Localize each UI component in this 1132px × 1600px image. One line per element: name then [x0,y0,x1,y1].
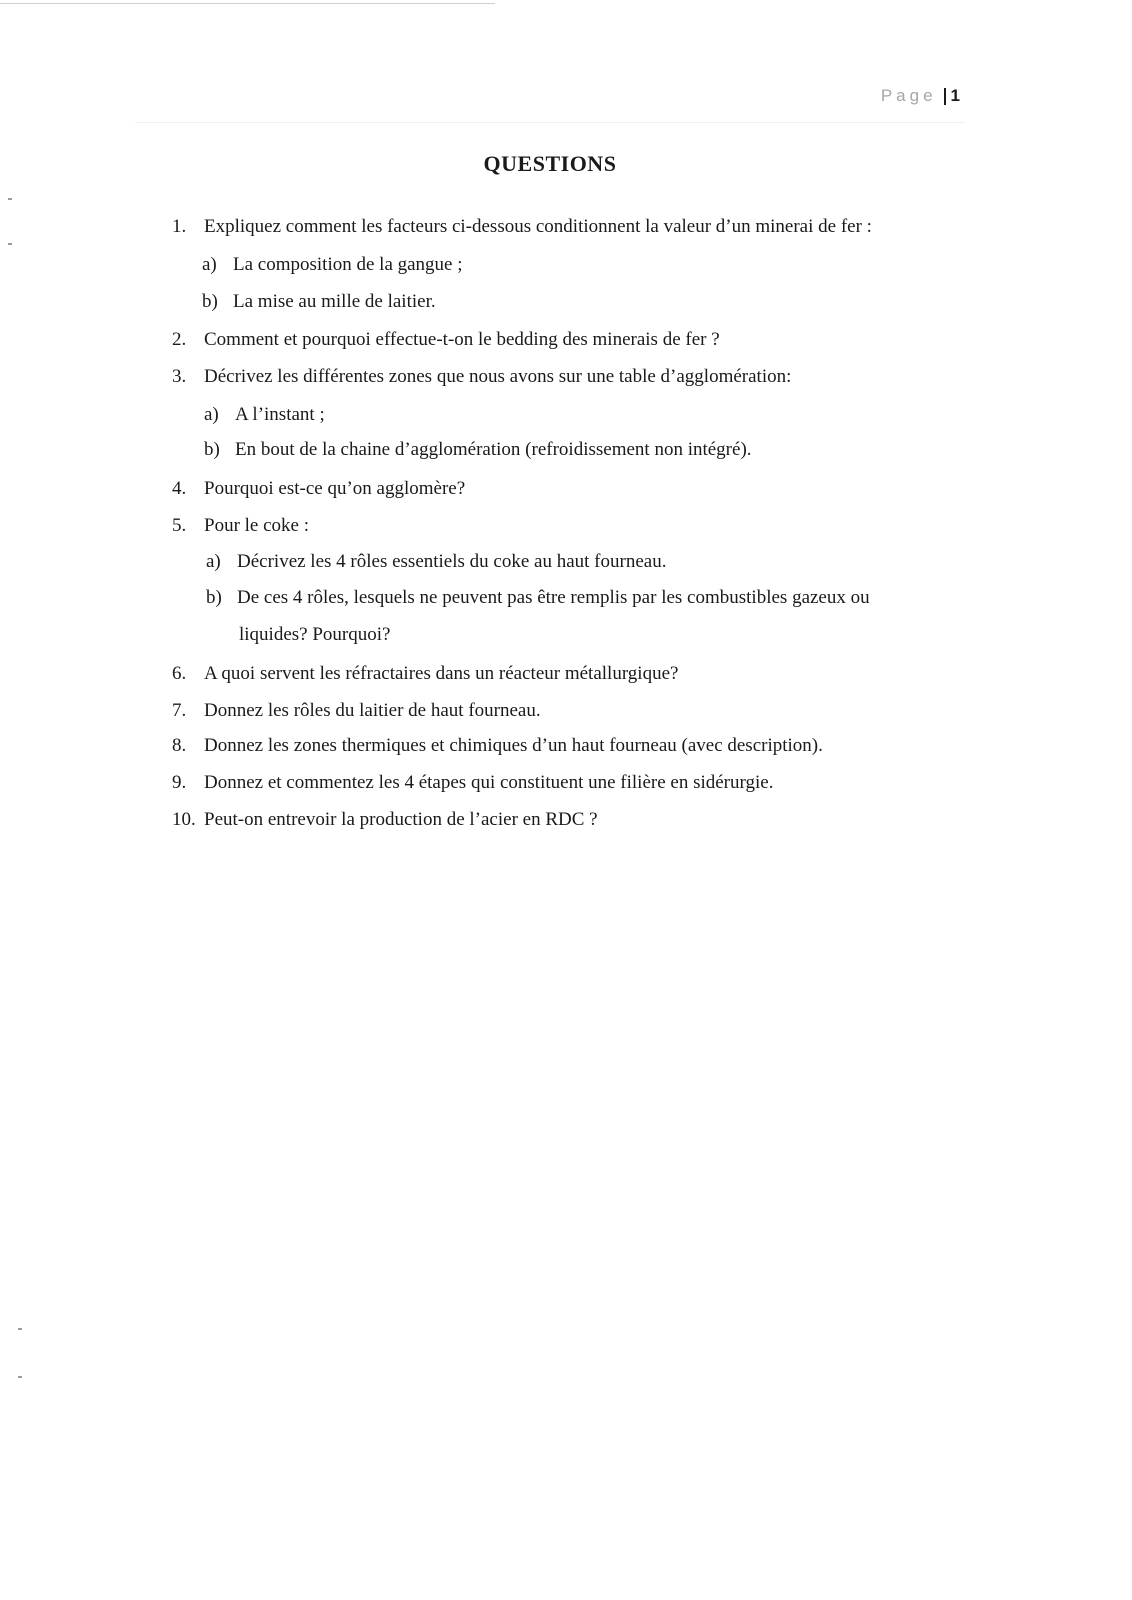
question-number: 1. [172,216,187,237]
question-text: A quoi servent les réfractaires dans un réacteur métallurgique? [204,663,679,684]
question-text: Donnez les rôles du laitier de haut fourneau. [204,700,541,721]
question-number: 5. [172,515,187,536]
scan-speck [18,1328,22,1330]
question-number: 8. [172,735,187,756]
sub-item-marker: b) [206,587,222,608]
scan-speck [8,198,12,200]
question-text: Pour le coke : [204,515,310,536]
question-item [172,809,598,831]
question-item [172,366,791,388]
question-item [172,735,823,757]
question-item [172,663,678,685]
page-label: Page [880,86,937,105]
question-text: Donnez les zones thermiques et chimiques d’un haut fourneau (avec description). [204,735,823,756]
question-text: Expliquez comment les facteurs ci-dessous conditionnent la valeur d’un minerai de fer : [204,216,872,237]
question-number: 3. [172,366,187,387]
sub-item [202,254,463,276]
scan-speck [18,1376,22,1378]
sub-item-text: A l’instant ; [235,404,325,425]
sub-item-marker: b) [204,439,220,460]
question-number: 2. [172,329,187,350]
page-number: 1 [950,86,960,105]
question-list [172,0,972,900]
sub-item [206,551,666,573]
question-number: 4. [172,478,187,499]
sub-item [204,404,325,426]
question-number: 10. [172,809,196,830]
sub-item-marker: a) [206,551,221,572]
question-number: 7. [172,700,187,721]
sub-item [206,587,870,609]
question-text: Pourquoi est-ce qu’on agglomère? [204,478,466,499]
sub-item-text: En bout de la chaine d’agglomération (refroidissement non intégré). [235,439,752,460]
question-item [172,478,465,500]
sub-item-text: La composition de la gangue ; [233,254,463,275]
sub-item-marker: a) [204,404,219,425]
sub-item-text: La mise au mille de laitier. [233,291,436,312]
sub-item-text: De ces 4 rôles, lesquels ne peuvent pas être remplis par les combustibles gazeux ou [237,587,870,608]
sub-item-marker: b) [202,291,218,312]
scan-speck [8,243,12,245]
sub-item-text: Décrivez les 4 rôles essentiels du coke au haut fourneau. [237,551,667,572]
sub-item-continuation: liquides? Pourquoi? [239,624,391,645]
question-number: 6. [172,663,187,684]
sub-item-marker: a) [202,254,217,275]
sub-item [204,439,752,461]
question-item [172,700,541,722]
document-title: QUESTIONS [483,151,617,176]
question-text: Peut-on entrevoir la production de l’acier en RDC ? [204,809,598,830]
sub-item [202,291,436,313]
question-text: Donnez et commentez les 4 étapes qui constituent une filière en sidérurgie. [204,772,774,793]
question-item [172,216,872,238]
question-item [172,329,720,351]
question-text: Comment et pourquoi effectue-t-on le bedding des minerais de fer ? [204,329,720,350]
question-item [172,515,309,537]
question-item [172,772,773,794]
question-text: Décrivez les différentes zones que nous avons sur une table d’agglomération: [204,366,792,387]
question-number: 9. [172,772,187,793]
